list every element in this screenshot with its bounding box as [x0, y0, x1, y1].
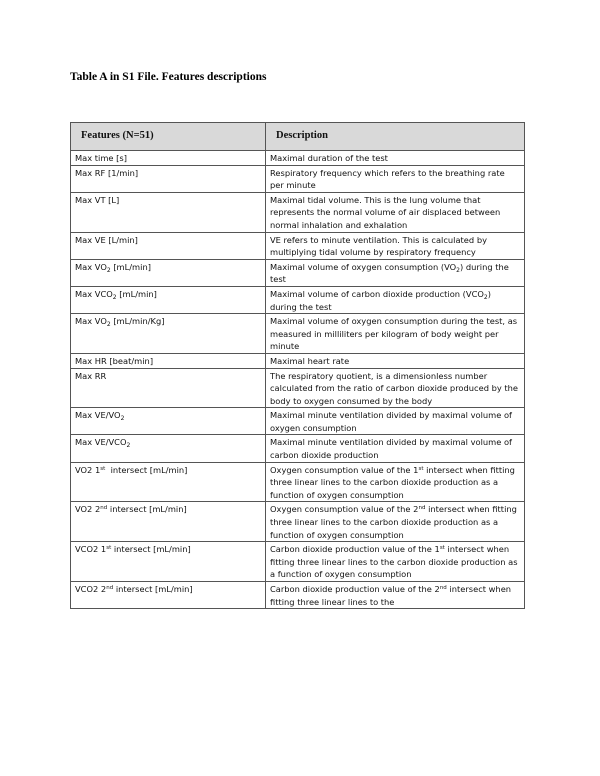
description-cell: Oxygen consumption value of the 1st intersect when fitting three linear lines to the carbon dioxide production as a function of oxygen consumption — [266, 462, 525, 502]
description-cell: VE refers to minute ventilation. This is calculated by multiplying tidal volume by respiratory frequency — [266, 232, 525, 259]
table-row — [71, 151, 525, 166]
table-row — [71, 192, 525, 232]
header-features: Features (N=51) — [71, 123, 266, 151]
feature-cell: VO2 2nd intersect [mL/min] — [71, 502, 266, 542]
features-table — [70, 122, 525, 609]
feature-cell: VO2 1st intersect [mL/min] — [71, 462, 266, 502]
table-row — [71, 408, 525, 435]
feature-cell: Max VT [L] — [71, 192, 266, 232]
feature-cell: Max RR — [71, 368, 266, 408]
description-cell: The respiratory quotient, is a dimensionless number calculated from the ratio of carbon dioxide produced by the body to oxygen consumed by the body — [266, 368, 525, 408]
table-title: Table A in S1 File. Features descriptions — [70, 71, 267, 83]
table-row — [71, 542, 525, 582]
description-cell: Maximal volume of oxygen consumption during the test, as measured in milliliters per kilogram of body weight per minute — [266, 314, 525, 354]
feature-cell: Max $VCO_2$ [mL/min] — [71, 286, 266, 313]
feature-cell: Max VE [L/min] — [71, 232, 266, 259]
description-cell: Oxygen consumption value of the 2nd intersect when fitting three linear lines to the carbon dioxide production as a function of oxygen consumption — [266, 502, 525, 542]
table-row — [71, 165, 525, 192]
description-cell: Carbon dioxide production value of the 2nd intersect when fitting three linear lines to the — [266, 582, 525, 609]
description-cell: Maximal volume of oxygen consumption $(VO_2)$ during the test — [266, 259, 525, 286]
description-cell: Maximal minute ventilation divided by maximal volume of carbon dioxide production — [266, 435, 525, 462]
feature-cell: Max $VO_2$ [mL/min] — [71, 259, 266, 286]
table-row — [71, 582, 525, 609]
feature-cell: Max $VE/VO_2$ — [71, 408, 266, 435]
table-body — [71, 151, 525, 609]
feature-cell: Max $VO_2$ [mL/min/Kg] — [71, 314, 266, 354]
feature-cell: Max RF [1/min] — [71, 165, 266, 192]
description-cell: Maximal heart rate — [266, 353, 525, 368]
feature-cell: Max HR [beat/min] — [71, 353, 266, 368]
description-cell: Maximal duration of the test — [266, 151, 525, 166]
table-header-row — [71, 123, 525, 151]
description-cell: Maximal minute ventilation divided by maximal volume of oxygen consumption — [266, 408, 525, 435]
description-cell: Respiratory frequency which refers to the breathing rate per minute — [266, 165, 525, 192]
table-row — [71, 368, 525, 408]
table-row — [71, 462, 525, 502]
table-row — [71, 502, 525, 542]
table-row — [71, 286, 525, 313]
feature-cell: Max $VE/VCO_2$ — [71, 435, 266, 462]
table-row — [71, 259, 525, 286]
table-row — [71, 353, 525, 368]
table-row — [71, 314, 525, 354]
feature-cell: Max time [s] — [71, 151, 266, 166]
table-row — [71, 232, 525, 259]
feature-cell: VCO2 1st intersect [mL/min] — [71, 542, 266, 582]
table-row — [71, 435, 525, 462]
feature-cell: VCO2 2nd intersect [mL/min] — [71, 582, 266, 609]
description-cell: Maximal tidal volume. This is the lung volume that represents the normal volume of air displaced between normal inhalation and exhalation — [266, 192, 525, 232]
description-cell: Carbon dioxide production value of the 1st intersect when fitting three linear lines to the carbon dioxide production as a function of oxygen consumption — [266, 542, 525, 582]
description-cell: Maximal volume of carbon dioxide production $(VCO_2)$ during the test — [266, 286, 525, 313]
header-description: Description — [266, 123, 525, 151]
